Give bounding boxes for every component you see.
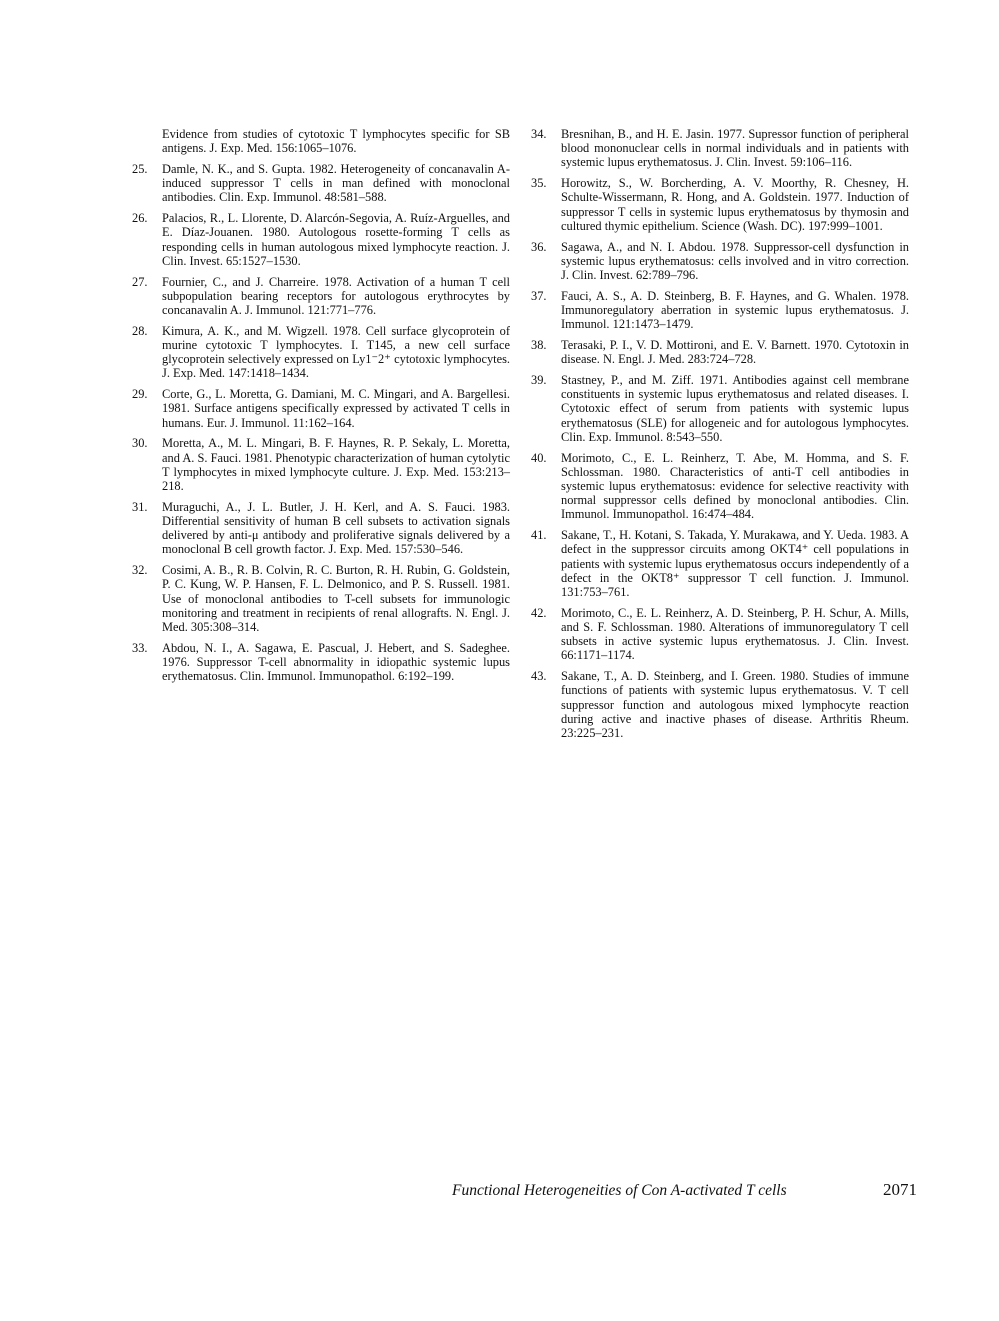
reference-text: Damle, N. K., and S. Gupta. 1982. Heterogeneity of concanavalin A-induced suppressor T cells in man defined with monoclonal antibodies. Clin. Exp. Immunol. 48:581–588. xyxy=(162,162,510,205)
reference-entry xyxy=(132,436,510,493)
reference-number: 37. xyxy=(531,288,547,303)
reference-entry xyxy=(531,240,909,283)
reference-text: Terasaki, P. I., V. D. Mottironi, and E. V. Barnett. 1970. Cytotoxin in disease. N. Engl. J. Med. 283:724–728. xyxy=(561,338,909,367)
reference-text: Horowitz, S., W. Borcherding, A. V. Moorthy, R. Chesney, H. Schulte-Wissermann, R. Hong, and A. Goldstein. 1977. Induction of suppressor T cells in systemic lupus erythematosus by thymosin and cultured thymic epithelium. Science (Wash. DC). 197:999–1001. xyxy=(561,176,909,233)
reference-text: Cosimi, A. B., R. B. Colvin, R. C. Burton, R. H. Rubin, G. Goldstein, P. C. Kung, W. P. Hansen, F. L. Delmonico, and P. S. Russell. 1981. Use of monoclonal antibodies to T-cell subsets for immunologic monitoring and treatment in recipients of renal allografts. N. Engl. J. Med. 305:308–314. xyxy=(162,563,510,635)
reference-number: 43. xyxy=(531,669,547,684)
reference-entry xyxy=(531,289,909,332)
reference-text: Morimoto, C., E. L. Reinherz, T. Abe, M. Homma, and S. F. Schlossman. 1980. Characteristics of anti-T cell antibodies in systemic lupus erythematosus: evidence for selective reactivity with normal suppressor cells defined by monoclonal antibodies. Clin. Immunol. Immunopathol. 16:474–484. xyxy=(561,450,909,522)
reference-number: 30. xyxy=(132,436,148,451)
reference-text: Fournier, C., and J. Charreire. 1978. Activation of a human T cell subpopulation bearing receptors for autologous erythrocytes by concanavalin A. J. Immunol. 121:771–776. xyxy=(162,274,510,318)
reference-number: 31. xyxy=(132,499,148,514)
reference-entry xyxy=(132,641,510,684)
reference-number: 38. xyxy=(531,338,547,353)
reference-column-left xyxy=(132,127,510,690)
reference-number: 25. xyxy=(132,162,148,176)
reference-number: 32. xyxy=(132,563,148,578)
reference-number: 35. xyxy=(531,176,547,191)
reference-column-right xyxy=(531,127,909,747)
reference-number: 26. xyxy=(132,211,148,226)
reference-entry xyxy=(132,324,510,381)
reference-text: Fauci, A. S., A. D. Steinberg, B. F. Haynes, and G. Whalen. 1978. Immunoregulatory aberration in systemic lupus erythematosus. J. Immunol. 121:1473–1479. xyxy=(561,288,909,332)
reference-entry xyxy=(132,162,510,205)
reference-text: Moretta, A., M. L. Mingari, B. F. Haynes, R. P. Sekaly, L. Moretta, and A. S. Fauci. 1981. Phenotypic characterization of human cytolytic T lymphocytes in mixed lymphocyte culture. J. Exp. Med. 153:213–218. xyxy=(162,436,510,494)
reference-number: 42. xyxy=(531,605,547,620)
reference-entry xyxy=(531,451,909,522)
reference-number: 34. xyxy=(531,127,547,141)
reference-number: 36. xyxy=(531,239,547,254)
reference-text: Kimura, A. K., and M. Wigzell. 1978. Cell surface glycoprotein of murine cytotoxic T lymphocytes. I. T145, a new cell surface glycoprotein selectively expressed on Ly1⁻2⁺ cytotoxic lymphocytes. J. Exp. Med. 147:1418–1434. xyxy=(162,323,510,381)
reference-entry xyxy=(531,669,909,740)
reference-text: Sakane, T., H. Kotani, S. Takada, Y. Murakawa, and Y. Ueda. 1983. A defect in the suppressor circuits among OKT4⁺ cell populations in patients with systemic lupus erythematosus occurs independently of a defect in the OKT8⁺ suppressor T cell function. J. Immunol. 131:753–761. xyxy=(561,528,909,600)
reference-text: Palacios, R., L. Llorente, D. Alarcón-Segovia, A. Ruíz-Arguelles, and E. Díaz-Jouanen. 1980. Autologous rosette-forming T cells as responding cells in human autologous mixed lymphocyte reaction. J. Clin. Invest. 65:1527–1530. xyxy=(162,211,510,268)
reference-text: Muraguchi, A., J. L. Butler, J. H. Kerl, and A. S. Fauci. 1983. Differential sensitivity of human B cell subsets to activation signals delivered by anti-μ antibody and proliferative signals delivered by a monoclonal B cell growth factor. J. Exp. Med. 157:530–546. xyxy=(162,499,510,557)
reference-entry xyxy=(531,606,909,663)
reference-text: Sakane, T., A. D. Steinberg, and I. Green. 1980. Studies of immune functions of patients with systemic lupus erythematosus. V. T cell suppressor function and autologous mixed lymphocyte reaction during active and inactive phases of disease. Arthritis Rheum. 23:225–231. xyxy=(561,669,909,741)
reference-text: Evidence from studies of cytotoxic T lymphocytes specific for SB antigens. J. Exp. Med. 156:1065–1076. xyxy=(162,127,510,156)
reference-number: 41. xyxy=(531,528,547,543)
reference-number: 33. xyxy=(132,640,148,655)
reference-entry xyxy=(132,387,510,430)
reference-text: Sagawa, A., and N. I. Abdou. 1978. Suppressor-cell dysfunction in systemic lupus erythematosus: cells involved and in vitro correction. J. Clin. Invest. 62:789–796. xyxy=(561,239,909,283)
reference-entry xyxy=(531,176,909,233)
reference-number: 29. xyxy=(132,387,148,402)
reference-entry xyxy=(531,528,909,599)
page-number: 2071 xyxy=(883,1180,917,1199)
reference-number: 27. xyxy=(132,274,148,289)
running-footer-title: Functional Heterogeneities of Con A-activated T cells xyxy=(452,1182,787,1199)
reference-entry xyxy=(531,127,909,170)
reference-entry xyxy=(132,211,510,268)
reference-number: 28. xyxy=(132,323,148,338)
reference-text: Morimoto, C., E. L. Reinherz, A. D. Steinberg, P. H. Schur, A. Mills, and S. F. Schlossman. 1980. Alterations of immunoregulatory T cell subsets in active systemic lupus erythematosus. J. Clin. Invest. 66:1171–1174. xyxy=(561,605,909,663)
reference-entry xyxy=(132,500,510,557)
reference-entry xyxy=(132,275,510,318)
reference-text: Abdou, N. I., A. Sagawa, E. Pascual, J. Hebert, and S. Sadeghee. 1976. Suppressor T-cell abnormality in idiopathic systemic lupus erythematosus. Clin. Immunol. Immunopathol. 6:192–199. xyxy=(162,640,510,684)
reference-text: Stastney, P., and M. Ziff. 1971. Antibodies against cell membrane constituents in systemic lupus erythematosus and related diseases. I. Cytotoxic effect of serum from patients with systemic lupus erythematosus (SLE) for allogeneic and for autologous lymphocytes. Clin. Exp. Immunol. 8:543–550. xyxy=(561,373,909,444)
reference-entry xyxy=(531,373,909,444)
reference-entry xyxy=(132,127,510,155)
reference-entry xyxy=(132,563,510,634)
reference-number: 39. xyxy=(531,373,547,388)
reference-entry xyxy=(531,338,909,366)
reference-text: Bresnihan, B., and H. E. Jasin. 1977. Supressor function of peripheral blood mononuclear cells in normal individuals and in patients with systemic lupus erythematosus. J. Clin. Invest. 59:106–116. xyxy=(561,127,909,170)
reference-number: 40. xyxy=(531,450,547,465)
reference-text: Corte, G., L. Moretta, G. Damiani, M. C. Mingari, and A. Bargellesi. 1981. Surface antigens specifically expressed by activated T cells in humans. Eur. J. Immunol. 11:162–164. xyxy=(162,387,510,430)
